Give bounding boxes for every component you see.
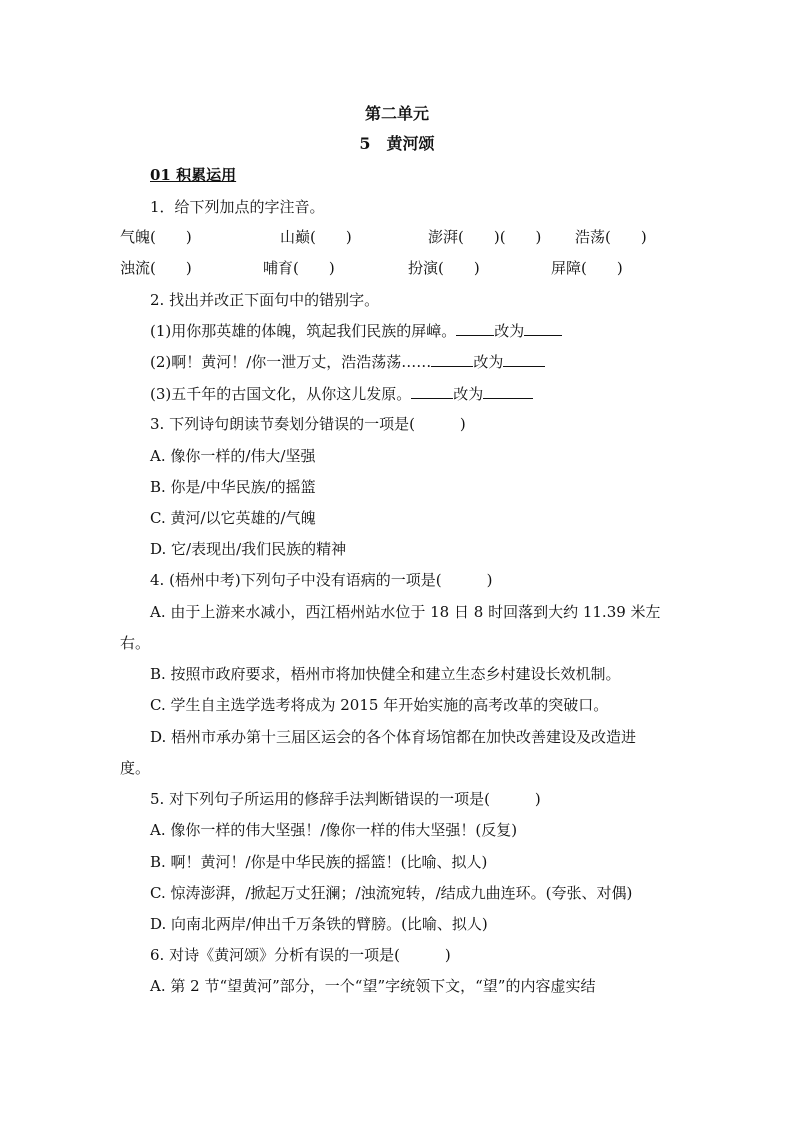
option-d: D. 梧州市承办第十三届区运会的各个体育场馆都在加快改善建设及改造进	[150, 728, 637, 746]
option-b: B. 按照市政府要求，梧州市将加快健全和建立生态乡村建设长效机制。	[150, 665, 621, 683]
option-c: C. 学生自主选学选考将成为 2015 年开始实施的高考改革的突破口。	[150, 696, 609, 714]
option-a: A. 像你一样的伟大坚强！/像你一样的伟大坚强！(反复)	[150, 821, 518, 839]
pinyin-item: 山巅( )	[280, 228, 352, 246]
option-b: B. 你是/中华民族/的摇篮	[150, 478, 316, 496]
pinyin-item: 扮演( )	[408, 259, 480, 277]
pinyin-item: 浩荡( )	[575, 228, 647, 246]
sentence-text: (3)五千年的古国文化，从你这儿发原。	[150, 385, 412, 403]
question-6-stem: 6. 对诗《黄河颂》分析有误的一项是( )	[150, 946, 451, 964]
answer-blank[interactable]	[483, 384, 533, 399]
option-d: D. 它/表现出/我们民族的精神	[150, 540, 347, 558]
sentence-text: (1)用你那英雄的体魄，筑起我们民族的屏嶂。	[150, 322, 457, 340]
option-b: B. 啊！黄河！/你是中华民族的摇篮！(比喻、拟人)	[150, 853, 488, 871]
option-a: A. 第 2 节“望黄河”部分，一个“望”字统领下文，“望”的内容虚实结	[150, 977, 596, 995]
question-1-stem: 1．给下列加点的字注音。	[150, 198, 325, 216]
option-c: C. 黄河/以它英雄的/气魄	[150, 509, 316, 527]
question-2-item-1	[150, 321, 562, 341]
correction-label: 改为	[473, 353, 504, 371]
option-a: A. 由于上游来水减小，西江梧州站水位于 18 日 8 时回落到大约 11.39 米左	[150, 603, 661, 621]
option-a: A. 像你一样的/伟大/坚强	[150, 447, 316, 465]
answer-blank[interactable]	[524, 321, 562, 336]
question-4-stem: 4. (梧州中考)下列句子中没有语病的一项是( )	[150, 571, 493, 589]
question-5-stem: 5. 对下列句子所运用的修辞手法判断错误的一项是( )	[150, 790, 541, 808]
question-2-item-3	[150, 384, 533, 404]
correction-label: 改为	[494, 322, 525, 340]
pinyin-item: 屏障( )	[551, 259, 623, 277]
pinyin-item: 气魄( )	[120, 228, 192, 246]
answer-blank[interactable]	[503, 352, 545, 367]
answer-blank[interactable]	[411, 384, 453, 399]
lesson-title: 5 黄河颂	[359, 134, 435, 153]
unit-title: 第二单元	[364, 104, 429, 123]
pinyin-item: 浊流( )	[120, 259, 192, 277]
option-a-continued: 右。	[120, 634, 151, 652]
option-c: C. 惊涛澎湃，/掀起万丈狂澜；/浊流宛转，/结成九曲连环。(夸张、对偶)	[150, 884, 633, 902]
option-d-continued: 度。	[120, 759, 151, 777]
question-3-stem: 3. 下列诗句朗读节奏划分错误的一项是( )	[150, 415, 466, 433]
answer-blank[interactable]	[456, 321, 494, 336]
sentence-text: (2)啊！黄河！/你一泄万丈，浩浩荡荡……	[150, 353, 432, 371]
correction-label: 改为	[453, 385, 484, 403]
pinyin-item: 哺育( )	[263, 259, 335, 277]
question-2-item-2	[150, 352, 545, 372]
question-2-stem: 2. 找出并改正下面句中的错别字。	[150, 291, 380, 309]
section-label: 01 积累运用	[150, 166, 237, 184]
answer-blank[interactable]	[431, 352, 473, 367]
option-d: D. 向南北两岸/伸出千万条铁的臂膀。(比喻、拟人)	[150, 915, 488, 933]
pinyin-item: 澎湃( )( )	[428, 228, 542, 246]
